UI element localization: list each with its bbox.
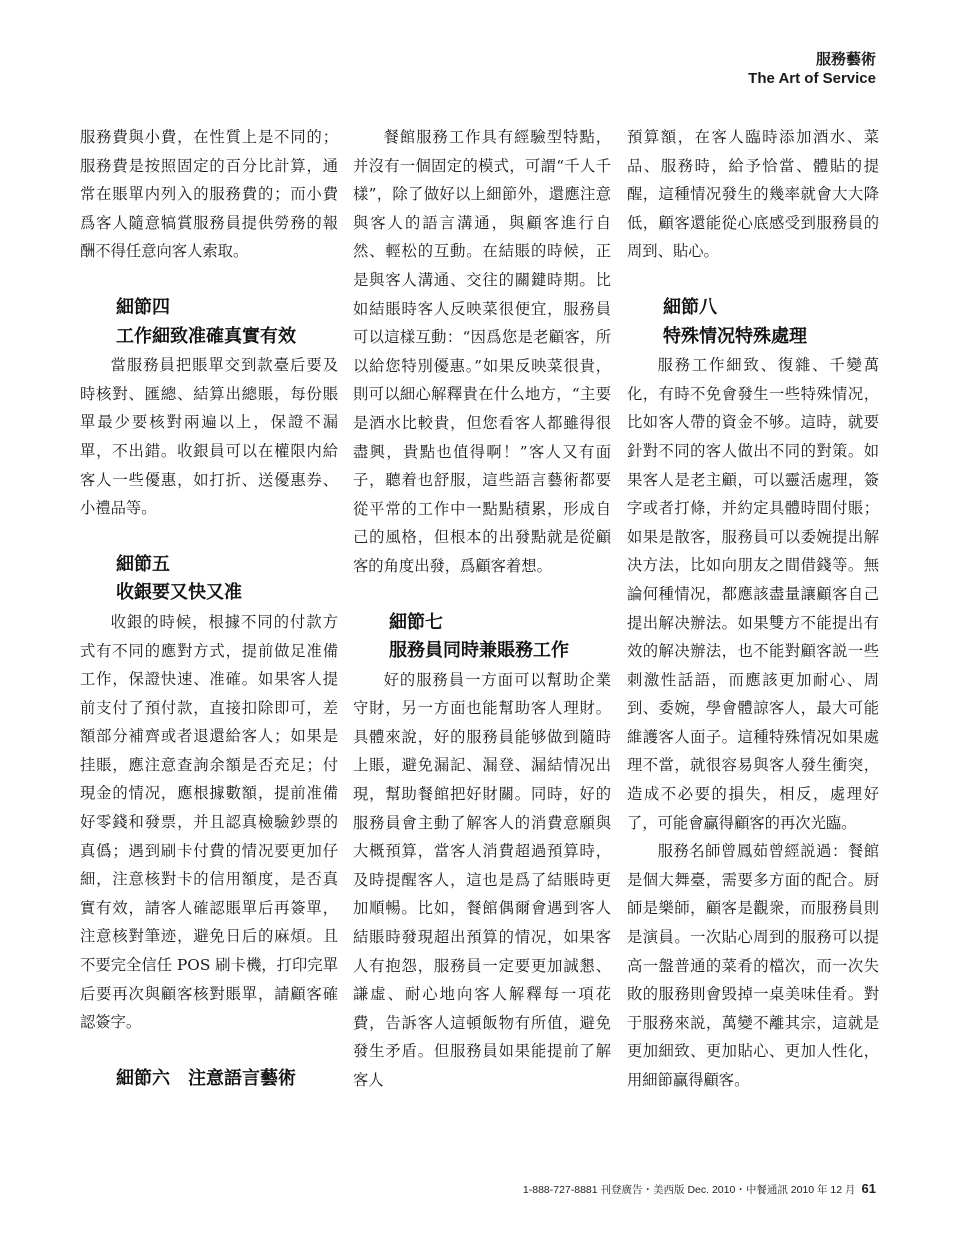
section-5-text: 收銀的時候，根據不同的付款方式有不同的應對方式，提前做足准備工作，保證快速、准確。如果客人提前支付了預付款，直接扣除即可，差額部分補齊或者退還給客人；如果是挂賬，應注意查詢余額是否充足；付現金的情况，應根據數額，提前准備好零錢和發票，并且認真檢驗鈔票的真僞；遇到刷卡付費的情况要更加仔細，注意核對卡的信用額度，是否真實有效，請客人確認賬單后再簽單，注意核對筆迹，避免日后的麻煩。且不要完全信任 POS 刷卡機，打印完單后要再次與顧客核對賬單，請顧客確認簽字。 (80, 612, 338, 1032)
section-6-title: 細節六 注意語言藝術 (116, 1067, 296, 1089)
col3-intro: 預算額，在客人臨時添加酒水、菜品、服務時，給予恰當、體貼的提醒，這種情况發生的幾率就會大大降低，顧客還能從心底感受到服務員的周到、貼心。 (627, 128, 879, 261)
section-8-subtitle: 特殊情况特殊處理 (663, 325, 807, 347)
section-4-text: 當服務員把賬單交到款臺后要及時核對、匯總、結算出總賬，每份賬單最少要核對兩遍以上，保證不漏單，不出錯。收銀員可以在權限内給客人一些優惠，如打折、送優惠券、小禮品等。 (80, 356, 338, 518)
section-4-title: 細節四 (116, 296, 170, 318)
column-3 (627, 123, 879, 1095)
page-header (748, 50, 876, 88)
header-title-en: The Art of Service (748, 70, 876, 87)
section-5-subtitle: 收銀要又快又准 (116, 582, 242, 604)
page-number: 61 (861, 1181, 876, 1196)
section-6-heading (80, 1065, 338, 1094)
section-7-heading (353, 609, 611, 666)
section-8-title: 細節八 (663, 296, 717, 318)
section-6-text: 餐館服務工作具有經驗型特點，并沒有一個固定的模式，可謂“千人千樣”，除了做好以上細節外，還應注意與客人的語言溝通，與顧客進行自然、輕松的互動。在結賬的時候，正是與客人溝通、交往的關鍵時期。比如結賬時客人反映菜很便宜，服務員可以這樣互動：“因爲您是老顧客，所以給您特別優惠。”如果反映菜很貴，則可以細心解釋貴在什么地方，“主要是酒水比較貴，但您看客人都雖得很盡興，貴點也值得啊！”客人又有面子，聽着也舒服，這些語言藝術都要從平常的工作中一點點積累，形成自己的風格，但根本的出發點就是從顧客的角度出發，爲顧客着想。 (353, 128, 611, 575)
column-1 (80, 123, 338, 1093)
col1-intro: 服務費與小費，在性質上是不同的；服務費是按照固定的百分比計算，通常在賬單内列入的服務費的；而小費爲客人隨意犒賞服務員提供勞務的報酬不得任意向客人索取。 (80, 128, 338, 261)
closing-text: 服務名師曾鳳茹曾經説過：餐館是個大舞臺，需要多方面的配合。厨師是樂師，顧客是觀衆，而服務員則是演員。一次貼心周到的服務可以提高一盤普通的菜肴的檔次，而一次失敗的服務則會毁掉一桌美味佳肴。對于服務來説，萬變不離其宗，這就是更加細致、更加貼心、更加人性化，用細節贏得顧客。 (627, 842, 879, 1089)
section-4-heading (80, 294, 338, 351)
section-8-heading (627, 294, 879, 351)
section-7-title: 細節七 (389, 611, 443, 633)
section-4-subtitle: 工作細致准確真實有效 (116, 325, 296, 347)
section-5-title: 細節五 (116, 553, 170, 575)
section-7-text: 好的服務員一方面可以幫助企業守財，另一方面也能幫助客人理財。具體來說，好的服務員能够做到隨時上賬，避免漏記、漏登、漏結情况出現，幫助餐館把好財關。同時，好的服務員會主動了解客人的消費意願與大概預算，當客人消費超過預算時，及時提醒客人，這也是爲了結賬時更加順暢。比如，餐館偶爾會遇到客人結賬時發現超出預算的情况，如果客人有抱怨，服務員一定要更加誠懇、謙虛、耐心地向客人解釋每一項花費，告訴客人這頓飯物有所值，避免發生矛盾。但服務員如果能提前了解客人 (353, 670, 611, 1089)
section-8-text: 服務工作細致、復雜、千變萬化，有時不免會發生一些特殊情况，比如客人帶的資金不够。這時，就要針對不同的客人做出不同的對策。如果客人是老主顧，可以靈活處理，簽字或者打條，并約定具體時間付賬；如果是散客，服務員可以委婉提出解决方法，比如向朋友之間借錢等。無論何種情况，都應該盡量讓顧客自己提出解决辦法。如果雙方不能提出有效的解决辦法，也不能對顧客説一些刺激性話語，而應該更加耐心、周到、委婉，學會體諒客人，最大可能維護客人面子。這種特殊情况如果處理不當，就很容易與客人發生衝突，造成不必要的損失，相反，處理好了，可能會贏得顧客的再次光臨。 (627, 356, 879, 832)
section-7-subtitle: 服務員同時兼賬務工作 (389, 640, 569, 662)
section-5-heading (80, 551, 338, 608)
column-2 (353, 123, 611, 1095)
footer-text: 1-888-727-8881 刊登廣告・美西版 Dec. 2010・中餐通訊 2010 年 12 月 (522, 1184, 856, 1196)
page-footer (523, 1181, 876, 1197)
header-title-zh: 服務藝術 (815, 50, 876, 68)
